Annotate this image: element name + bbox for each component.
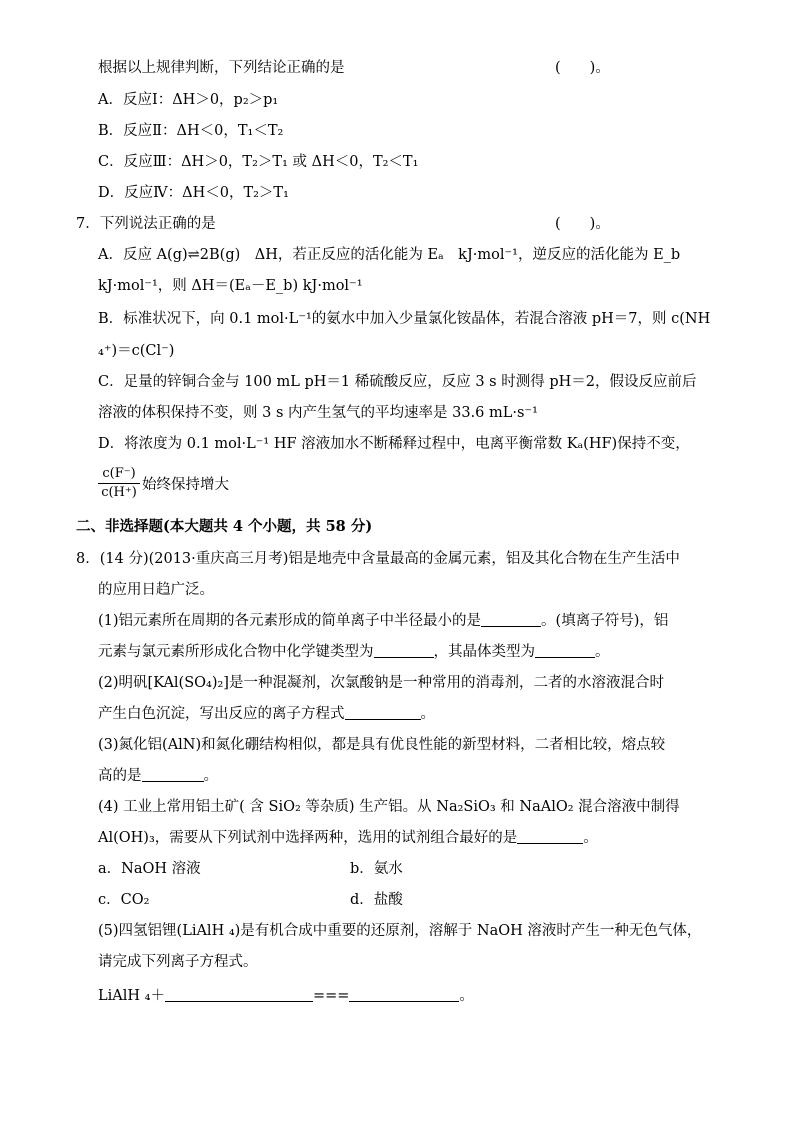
answer-blank[interactable]	[535, 643, 595, 658]
equation-end: 。	[459, 988, 474, 1004]
section-heading: 二、非选择题(本大题共 4 个小题，共 58 分)	[76, 518, 373, 535]
answer-blank[interactable]	[349, 987, 459, 1002]
q8-part1-line2	[98, 642, 610, 662]
q7-option-a-line2: kJ·mol⁻¹，则 ΔH＝(Eₐ－E_b) kJ·mol⁻¹	[98, 278, 363, 294]
q8-part4-line2	[98, 828, 598, 848]
q8-part3-line1: (3)氮化铝(AlN)和氮化硼结构相似，都是具有优良性能的新型材料，二者相比较，熔点较	[98, 737, 666, 753]
q6-option-b: B．反应Ⅱ：ΔH＜0，T₁＜T₂	[98, 123, 284, 139]
q8-part5-line1: (5)四氢铝锂(LiAlH ₄)是有机合成中重要的还原剂，溶解于 NaOH 溶液时产生一种无色气体，	[98, 923, 702, 939]
q8-part2-end: 。	[420, 706, 435, 722]
q6-stem: 根据以上规律判断，下列结论正确的是	[98, 60, 345, 76]
q8-part4-text: Al(OH)₃，需要从下列试剂中选择两种，选用的试剂组合最好的是	[98, 830, 518, 846]
q6-option-a: A．反应Ⅰ：ΔH＞0，p₂＞p₁	[98, 92, 279, 108]
q7-option-b-line1: B．标准状况下，向 0.1 mol·L⁻¹的氨水中加入少量氯化铵晶体，若混合溶液 pH＝7，则 c(NH	[98, 311, 711, 327]
q8-part1-text3: ，其晶体类型为	[433, 644, 535, 660]
q8-part3-text: 高的是	[98, 768, 142, 784]
fraction-bar	[98, 483, 140, 484]
q8-part3-line2	[98, 766, 218, 786]
q6-answer-paren: ( )。	[555, 60, 610, 76]
q7-stem: 7．下列说法正确的是	[76, 216, 216, 232]
fraction-numerator: c(F⁻)	[102, 466, 136, 481]
q7-option-c-line2: 溶液的体积保持不变，则 3 s 内产生氢气的平均速率是 33.6 mL·s⁻¹	[98, 405, 538, 421]
q8-part4-line1: (4) 工业上常用铝土矿( 含 SiO₂ 等杂质) 生产铝。从 Na₂SiO₃ 和 NaAlO₂ 混合溶液中制得	[98, 799, 680, 815]
q8-option-d: d．盐酸	[350, 892, 403, 908]
answer-blank[interactable]	[345, 705, 421, 720]
equation-left: LiAlH ₄＋	[98, 988, 165, 1004]
q8-option-b: b．氨水	[350, 861, 403, 877]
q8-part2-line1: (2)明矾[KAl(SO₄)₂]是一种混凝剂，次氯酸钠是一种常用的消毒剂，二者的水溶液混合时	[98, 675, 664, 691]
answer-blank[interactable]	[517, 829, 583, 844]
q8-part1-text-tail: 。(填离子符号)，铝	[541, 613, 669, 629]
q8-line1: 8．(14 分)(2013·重庆高三月考)铝是地壳中含量最高的金属元素，铝及其化合物在生产生活中	[76, 551, 680, 567]
q8-part2-text: 产生白色沉淀，写出反应的离子方程式	[98, 706, 345, 722]
q8-part1-end: 。	[595, 644, 610, 660]
q8-part4-end: 。	[583, 830, 598, 846]
q7-option-d-fraction	[98, 466, 140, 501]
q6-option-c: C．反应Ⅲ：ΔH＞0，T₂＞T₁ 或 ΔH＜0，T₂＜T₁	[98, 154, 419, 170]
q7-option-c-line1: C．足量的锌铜合金与 100 mL pH＝1 稀硫酸反应，反应 3 s 时测得 pH＝2，假设反应前后	[98, 374, 697, 390]
q8-part1-line1	[98, 611, 668, 631]
q8-part1-text: (1)铝元素所在周期的各元素形成的简单离子中半径最小的是	[98, 613, 482, 629]
q7-answer-paren: ( )。	[555, 216, 610, 232]
q7-option-b-line2: ₄⁺)＝c(Cl⁻)	[98, 343, 175, 359]
answer-blank[interactable]	[165, 987, 313, 1002]
fraction-denominator: c(H⁺)	[101, 485, 137, 500]
q7-option-a-line1: A．反应 A(g)⇌2B(g) ΔH，若正反应的活化能为 Eₐ kJ·mol⁻¹，逆反应的活化能为 E_b	[98, 247, 681, 263]
q7-option-d-line2: 始终保持增大	[142, 477, 229, 493]
q8-line2: 的应用日趋广泛。	[98, 582, 214, 598]
q8-part3-end: 。	[203, 768, 218, 784]
q8-part5-line2: 请完成下列离子方程式。	[98, 954, 258, 970]
q7-option-d-line1: D．将浓度为 0.1 mol·L⁻¹ HF 溶液加水不断稀释过程中，电离平衡常数 Kₐ(HF)保持不变，	[98, 436, 690, 452]
q8-part1-text2: 元素与氯元素所形成化合物中化学键类型为	[98, 644, 374, 660]
answer-blank[interactable]	[481, 612, 541, 627]
q8-part2-line2	[98, 704, 435, 724]
q6-option-d: D．反应Ⅳ：ΔH＜0，T₂＞T₁	[98, 185, 289, 201]
answer-blank[interactable]	[374, 643, 434, 658]
q8-option-c: c．CO₂	[98, 892, 150, 908]
equation-sign: ===	[312, 988, 350, 1004]
q8-option-a: a．NaOH 溶液	[98, 861, 201, 877]
q8-equation	[98, 986, 474, 1006]
answer-blank[interactable]	[142, 767, 204, 782]
